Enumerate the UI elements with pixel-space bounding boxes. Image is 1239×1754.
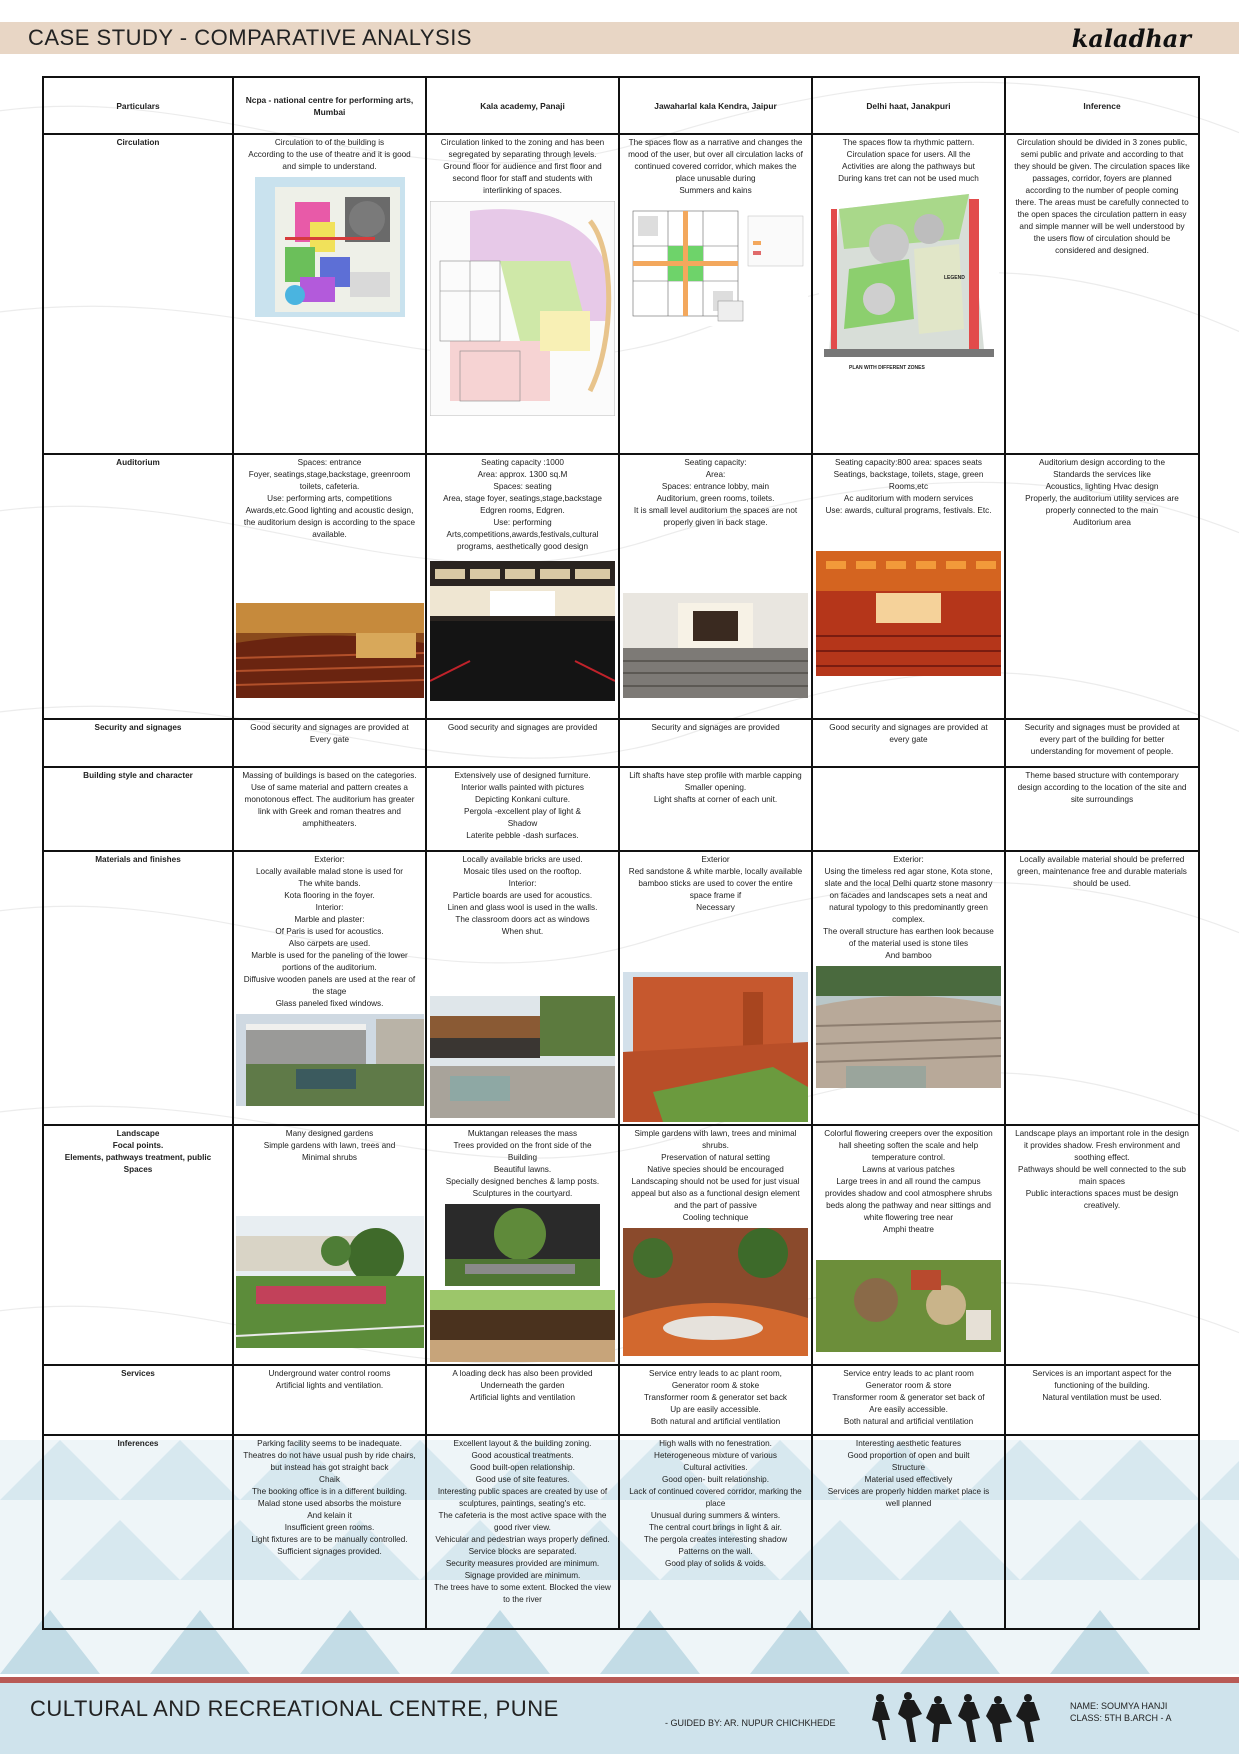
dancers-silhouette-icon bbox=[868, 1690, 1058, 1748]
table-row bbox=[43, 1365, 1199, 1435]
delhi-haat-aerial-photo bbox=[816, 1260, 1001, 1352]
table-row bbox=[43, 1435, 1199, 1629]
table-cell bbox=[233, 851, 426, 1125]
cell-text: Spaces: entrance Foyer, seatings,stage,backstage, greenroom toilets, cafeteria. Use: performing arts, competitions Awards,etc.Good lighting and acoustic design, the auditorium design is according to the space available. bbox=[243, 458, 416, 539]
table-cell bbox=[812, 1125, 1005, 1365]
row-label: Materials and finishes bbox=[43, 851, 233, 1125]
delhi-haat-zoning-plan-image bbox=[819, 189, 999, 374]
row-label: Circulation bbox=[43, 134, 233, 454]
table-cell bbox=[233, 134, 426, 454]
kala-academy-exterior-photo bbox=[430, 996, 615, 1118]
cell-text: Exterior Red sandstone & white marble, locally available bamboo sticks are used to cover the entire space frame if Necessary bbox=[628, 855, 803, 912]
table-cell bbox=[426, 454, 619, 719]
table-cell: Theme based structure with contemporary design according to the location of the site and site surroundings bbox=[1005, 767, 1199, 851]
table-cell bbox=[619, 1125, 812, 1365]
page-title: CASE STUDY - COMPARATIVE ANALYSIS bbox=[28, 25, 472, 50]
table-cell bbox=[812, 134, 1005, 454]
kala-academy-auditorium-photo bbox=[430, 561, 615, 701]
cell-text: Locally available bricks are used. Mosaic tiles used on the rooftop. Interior: Particle boards are used for acoustics. Linen and glass wool is used in the walls. The classroom doors act as windows When shut. bbox=[447, 855, 598, 936]
column-header: Delhi haat, Janakpuri bbox=[812, 77, 1005, 134]
guide-name: - GUIDED BY: AR. NUPUR CHICHKHEDE bbox=[665, 1718, 836, 1728]
table-cell: Service entry leads to ac plant room, Generator room & stoke Transformer room & generator set back Up are easily accessible. Both natural and artificial ventilation bbox=[619, 1365, 812, 1435]
table-row bbox=[43, 1125, 1199, 1365]
table-cell bbox=[1005, 1435, 1199, 1629]
table-cell: Good security and signages are provided at Every gate bbox=[233, 719, 426, 767]
jkk-landscape-photo bbox=[623, 1228, 808, 1356]
table-cell: Excellent layout & the building zoning. Good acoustical treatments. Good built-open relationship. Good use of site features. Interesting public spaces are created by use of sculptures, paintings, seating's etc. The cafeteria is the most active space with the good river view. Vehicular and pedestrian ways properly defined. Service blocks are separated. Security measures provided are minimum. Signage provided are minimum. The trees have to some extent. Blocked the view to the river bbox=[426, 1435, 619, 1629]
table-cell: Massing of buildings is based on the categories. Use of same material and pattern creates a monotonous effect. The auditorium has greater link with Greek and roman theatres and amphitheaters. bbox=[233, 767, 426, 851]
delhi-haat-auditorium-photo bbox=[816, 551, 1001, 676]
cell-text: The spaces flow ta rhythmic pattern. Circulation space for users. All the Activities are along the pathways but During kans tret can not be used much bbox=[838, 138, 979, 183]
table-cell bbox=[619, 454, 812, 719]
table-cell bbox=[812, 851, 1005, 1125]
jawahar-kala-kendra-plan-image bbox=[623, 201, 808, 326]
table-cell: A loading deck has also been provided Underneath the garden Artificial lights and ventilation bbox=[426, 1365, 619, 1435]
table-cell: Service entry leads to ac plant room Generator room & store Transformer room & generator set back of Are easily accessible. Both natural and artificial ventilation bbox=[812, 1365, 1005, 1435]
cell-text: Many designed gardens Simple gardens with lawn, trees and Minimal shrubs bbox=[263, 1129, 396, 1162]
cell-text: Seating capacity:800 area: spaces seats Seatings, backstage, toilets, stage, green Rooms,etc Ac auditorium with modern services Use: awards, cultural programs, festivals. Etc. bbox=[825, 458, 992, 515]
kala-academy-pergola-photo bbox=[430, 1290, 615, 1362]
cell-text: Colorful flowering creepers over the exposition hall sheeting soften the scale and help temperature control. Lawns at various patches Large trees in and all round the campus provides shadow and cool atmosphere shrubs beds along the pathway and near sittings and white flowering tree near Amphi theatre bbox=[824, 1129, 993, 1234]
table-cell bbox=[812, 767, 1005, 851]
table-row bbox=[43, 767, 1199, 851]
table-cell: Landscape plays an important role in the design it provides shadow. Fresh environment and soothing effect. Pathways should be well connected to the sub main spaces Public interactions spaces must be design creatively. bbox=[1005, 1125, 1199, 1365]
plan-caption: PLAN WITH DIFFERENT ZONES bbox=[848, 365, 925, 371]
row-label: Security and signages bbox=[43, 719, 233, 767]
table-cell: Extensively use of designed furniture. Interior walls painted with pictures Depicting Konkani culture. Pergola -excellent play of light & Shadow Laterite pebble -dash surfaces. bbox=[426, 767, 619, 851]
ncpa-landscape-photo bbox=[236, 1216, 424, 1348]
ncpa-auditorium-photo bbox=[236, 603, 424, 698]
table-cell: Locally available material should be preferred green, maintenance free and durable materials should be used. bbox=[1005, 851, 1199, 1125]
table-cell bbox=[426, 851, 619, 1125]
cell-text: Muktangan releases the mass Trees provided on the front side of the Building Beautiful lawns. Specially designed benches & lamp posts. Sculptures in the courtyard. bbox=[445, 1129, 600, 1198]
table-cell bbox=[426, 1125, 619, 1365]
table-cell bbox=[619, 851, 812, 1125]
table-cell bbox=[426, 134, 619, 454]
cell-text: Simple gardens with lawn, trees and minimal shrubs. Preservation of natural setting Native species should be encouraged Landscaping should not be used for just visual appeal but also as a functional design element and the part of passive Cooling technique bbox=[631, 1129, 800, 1222]
table-row bbox=[43, 134, 1199, 454]
cell-text: Exterior: Using the timeless red agar stone, Kota stone, slate and the local Delhi quartz stone masonry on facades and landscapes sets a neat and natural typology to this predominantly green complex. The overall structure has earthen look because of the material used is stone tiles And bamboo bbox=[823, 855, 994, 960]
student-name: NAME: SOUMYA HANJI bbox=[1070, 1701, 1168, 1711]
row-label: Services bbox=[43, 1365, 233, 1435]
cell-text: Circulation linked to the zoning and has been segregated by separating through levels. Ground floor for audience and first floor and second floor for staff and students with interlinking of spaces. bbox=[440, 138, 605, 195]
table-cell: High walls with no fenestration. Heterogeneous mixture of various Cultural activities. Good open- built relationship. Lack of continued covered corridor, marking the place Unusual during summers & winters. The central court brings in light & air. The pergola creates interesting shadow Patterns on the wall. Good play of solids & voids. bbox=[619, 1435, 812, 1629]
kala-academy-courtyard-photo bbox=[445, 1204, 600, 1286]
column-header: Inference bbox=[1005, 77, 1199, 134]
table-cell bbox=[233, 454, 426, 719]
table-row bbox=[43, 851, 1199, 1125]
column-header: Jawaharlal kala Kendra, Jaipur bbox=[619, 77, 812, 134]
table-header-row bbox=[43, 77, 1199, 134]
table-cell: Security and signages must be provided at every part of the building for better understanding for movement of people. bbox=[1005, 719, 1199, 767]
table-row bbox=[43, 454, 1199, 719]
table-cell: Services is an important aspect for the functioning of the building. Natural ventilation must be used. bbox=[1005, 1365, 1199, 1435]
row-label: Landscape Focal points. Elements, pathways treatment, public Spaces bbox=[43, 1125, 233, 1365]
row-label: Inferences bbox=[43, 1435, 233, 1629]
table-cell: Security and signages are provided bbox=[619, 719, 812, 767]
delhi-haat-exterior-photo bbox=[816, 966, 1001, 1088]
cell-text: Circulation to of the building is According to the use of theatre and it is good and simple to understand. bbox=[248, 138, 411, 171]
comparison-table bbox=[42, 76, 1200, 1630]
table-cell bbox=[233, 1125, 426, 1365]
table-cell: Underground water control rooms Artificial lights and ventilation. bbox=[233, 1365, 426, 1435]
ncpa-exterior-photo bbox=[236, 1014, 424, 1106]
column-header: Particulars bbox=[43, 77, 233, 134]
table-cell: Lift shafts have step profile with marble capping Smaller opening. Light shafts at corner of each unit. bbox=[619, 767, 812, 851]
row-label: Building style and character bbox=[43, 767, 233, 851]
table-cell: Good security and signages are provided at every gate bbox=[812, 719, 1005, 767]
cell-text: The spaces flow as a narrative and changes the mood of the user, but over all circulation lacks of continued covered corridor, which makes the place unusable during Summers and kains bbox=[628, 138, 803, 195]
table-cell: Interesting aesthetic features Good proportion of open and built Structure Material used effectively Services are properly hidden market place is well planned bbox=[812, 1435, 1005, 1629]
table-cell bbox=[812, 454, 1005, 719]
kaladhar-logo: kaladhar bbox=[1071, 24, 1191, 53]
student-info bbox=[1070, 1700, 1172, 1724]
table-cell: Parking facility seems to be inadequate. Theatres do not have usual push by ride chairs, but instead has got straight back Chaik The booking office is in a different building. Malad stone used absorbs the moisture And kelain it Insufficient green rooms. Light fixtures are to be manually controlled. Sufficient signages provided. bbox=[233, 1435, 426, 1629]
project-title: CULTURAL AND RECREATIONAL CENTRE, PUNE bbox=[30, 1696, 559, 1721]
kala-academy-plan-image bbox=[430, 201, 615, 416]
student-class: CLASS: 5TH B.ARCH - A bbox=[1070, 1713, 1172, 1723]
row-label: Auditorium bbox=[43, 454, 233, 719]
column-header: Kala academy, Panaji bbox=[426, 77, 619, 134]
jkk-exterior-photo bbox=[623, 972, 808, 1122]
table-cell: Circulation should be divided in 3 zones public, semi public and private and according to that they should be given. The circulation spaces like passages, corridor, foyers are planned according to the number of people coming there. The areas must be carefully connected to the open spaces the circulation pattern in easy and simple manner will be well understood by the users flow of circulation should be considered and designed. bbox=[1005, 134, 1199, 454]
ncpa-site-plan-image bbox=[255, 177, 405, 317]
cell-text: Seating capacity :1000 Area: approx. 1300 sq.M Spaces: seating Area, stage foyer, seatings,stage,backstage Edgren rooms, Edgren. Use: performing Arts,competitions,awards,festivals,cultural programs, aesthetically good design bbox=[443, 458, 602, 551]
plan-legend-label: LEGEND bbox=[943, 275, 965, 281]
cell-text: Exterior: Locally available malad stone is used for The white bands. Kota flooring in the foyer. Interior: Marble and plaster: Of Paris is used for acoustics. Also carpets are used. Marble is used for the paneling of the lower portions of the auditorium. Diffusive wooden panels are used at the rear of the stage Glass paneled fixed windows. bbox=[243, 855, 416, 1008]
table-cell: Good security and signages are provided bbox=[426, 719, 619, 767]
table-row bbox=[43, 719, 1199, 767]
cell-text: Seating capacity: Area: Spaces: entrance lobby, main Auditorium, green rooms, toilets. It is small level auditorium the spaces are not properly given in back stage. bbox=[633, 458, 798, 527]
column-header: Ncpa - national centre for performing arts, Mumbai bbox=[233, 77, 426, 134]
table-cell: Auditorium design according to the Standards the services like Acoustics, lighting Hvac design Properly, the auditorium utility services are properly connected to the main Auditorium area bbox=[1005, 454, 1199, 719]
jkk-auditorium-photo bbox=[623, 593, 808, 698]
table-cell bbox=[619, 134, 812, 454]
